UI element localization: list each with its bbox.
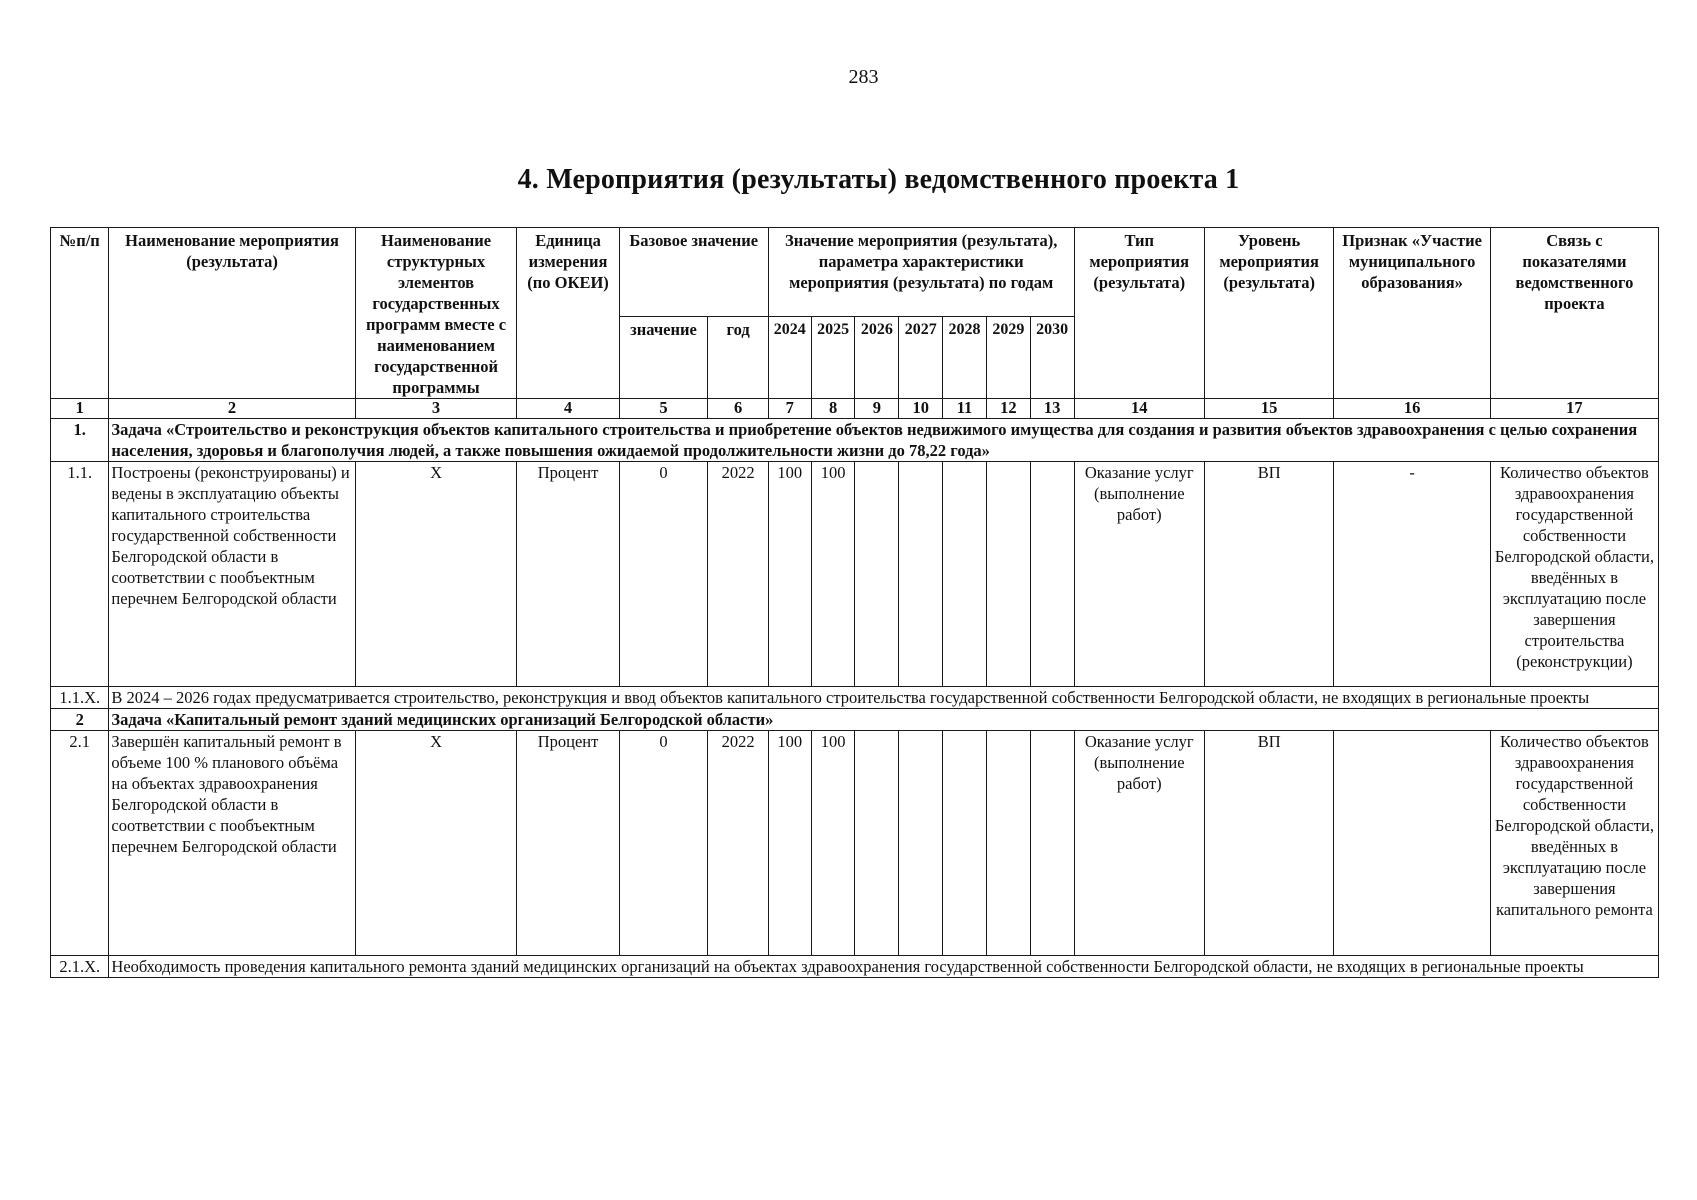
column-number: 14	[1074, 399, 1204, 419]
structural-element: X	[355, 462, 517, 687]
column-number: 9	[855, 399, 899, 419]
task-number: 1.	[51, 419, 109, 462]
header-year-2027: 2027	[899, 316, 943, 398]
column-number: 2	[109, 399, 355, 419]
header-structural: Наименование структурных элементов государственных программ вместе с наименованием государственной программы	[355, 228, 517, 399]
value-2026	[855, 462, 899, 687]
header-row-1	[51, 228, 1659, 317]
header-base: Базовое значение	[619, 228, 768, 317]
header-link: Связь с показателями ведомственного проекта	[1490, 228, 1658, 399]
note-text: В 2024 – 2026 годах предусматривается строительство, реконструкция и ввод объектов капитального строительства государственной собственности Белгородской области, не входящих в региональные проекты	[109, 687, 1659, 709]
column-number: 3	[355, 399, 517, 419]
header-year-2029: 2029	[986, 316, 1030, 398]
header-num: №п/п	[51, 228, 109, 399]
header-year-2026: 2026	[855, 316, 899, 398]
header-unit: Единица измерения (по ОКЕИ)	[517, 228, 619, 399]
header-base-value: значение	[619, 316, 708, 398]
indicator-link: Количество объектов здравоохранения государственной собственности Белгородской области, введённых в эксплуатацию после завершения строительства (реконструкции)	[1490, 462, 1658, 687]
value-2029	[986, 731, 1030, 956]
header-values: Значение мероприятия (результата), параметра характеристики мероприятия (результата) по годам	[768, 228, 1074, 317]
row-number: 2.1	[51, 731, 109, 956]
page-number: 283	[848, 66, 879, 88]
activity-type: Оказание услуг (выполнение работ)	[1074, 731, 1204, 956]
column-number: 4	[517, 399, 619, 419]
activity-level: ВП	[1204, 462, 1333, 687]
header-name: Наименование мероприятия (результата)	[109, 228, 355, 399]
column-number-row	[51, 399, 1659, 419]
column-number: 7	[768, 399, 811, 419]
row-number: 1.1.	[51, 462, 109, 687]
value-2027	[899, 731, 943, 956]
base-year: 2022	[708, 731, 769, 956]
column-number: 13	[1030, 399, 1074, 419]
header-municipal: Признак «Участие муниципального образования»	[1334, 228, 1491, 399]
column-number: 12	[986, 399, 1030, 419]
column-number: 15	[1204, 399, 1333, 419]
task-row-1	[51, 419, 1659, 462]
task-row-2	[51, 709, 1659, 731]
value-2028	[943, 731, 987, 956]
base-value: 0	[619, 731, 708, 956]
note-row-1-1	[51, 687, 1659, 709]
unit: Процент	[517, 731, 619, 956]
value-2025: 100	[811, 462, 855, 687]
task-text: Задача «Капитальный ремонт зданий медицинских организаций Белгородской области»	[109, 709, 1659, 731]
base-value: 0	[619, 462, 708, 687]
value-2025: 100	[811, 731, 855, 956]
activity-type: Оказание услуг (выполнение работ)	[1074, 462, 1204, 687]
municipal-participation	[1334, 731, 1491, 956]
note-number: 2.1.X.	[51, 956, 109, 978]
value-2028	[943, 462, 987, 687]
column-number: 8	[811, 399, 855, 419]
header-level: Уровень мероприятия (результата)	[1204, 228, 1333, 399]
header-year-2024: 2024	[768, 316, 811, 398]
column-number: 16	[1334, 399, 1491, 419]
note-row-2-1	[51, 956, 1659, 978]
activity-name: Построены (реконструированы) и ведены в эксплуатацию объекты капитального строительства государственной собственности Белгородской области в соответствии с пообъектным перечнем Белгородской области	[109, 462, 355, 687]
column-number: 10	[899, 399, 943, 419]
column-number: 11	[943, 399, 987, 419]
header-base-year: год	[708, 316, 769, 398]
value-2030	[1030, 731, 1074, 956]
value-2027	[899, 462, 943, 687]
task-text: Задача «Строительство и реконструкция объектов капитального строительства и приобретение объектов недвижимого имущества для создания и развития объектов здравоохранения с целью сохранения населения, здоровья и благополучия людей, а также повышения ожидаемой продолжительности жизни до 78,22 года»	[109, 419, 1659, 462]
activities-table	[50, 227, 1659, 978]
column-number: 1	[51, 399, 109, 419]
header-year-2028: 2028	[943, 316, 987, 398]
value-2024: 100	[768, 462, 811, 687]
value-2030	[1030, 462, 1074, 687]
value-2026	[855, 731, 899, 956]
structural-element: X	[355, 731, 517, 956]
header-type: Тип мероприятия (результата)	[1074, 228, 1204, 399]
table-row-2-1	[51, 731, 1659, 956]
table-row-1-1	[51, 462, 1659, 687]
unit: Процент	[517, 462, 619, 687]
task-number: 2	[51, 709, 109, 731]
page-title: 4. Мероприятия (результаты) ведомственного проекта 1	[517, 164, 1240, 195]
column-number: 5	[619, 399, 708, 419]
header-year-2025: 2025	[811, 316, 855, 398]
note-number: 1.1.X.	[51, 687, 109, 709]
indicator-link: Количество объектов здравоохранения государственной собственности Белгородской области, введённых в эксплуатацию после завершения капитального ремонта	[1490, 731, 1658, 956]
base-year: 2022	[708, 462, 769, 687]
column-number: 17	[1490, 399, 1658, 419]
value-2024: 100	[768, 731, 811, 956]
column-number: 6	[708, 399, 769, 419]
value-2029	[986, 462, 1030, 687]
note-text: Необходимость проведения капитального ремонта зданий медицинских организаций на объектах здравоохранения государственной собственности Белгородской области, не входящих в региональные проекты	[109, 956, 1659, 978]
activity-name: Завершён капитальный ремонт в объеме 100 % планового объёма на объектах здравоохранения Белгородской области в соответствии с пообъектным перечнем Белгородской области	[109, 731, 355, 956]
activity-level: ВП	[1204, 731, 1333, 956]
header-year-2030: 2030	[1030, 316, 1074, 398]
municipal-participation: -	[1334, 462, 1491, 687]
